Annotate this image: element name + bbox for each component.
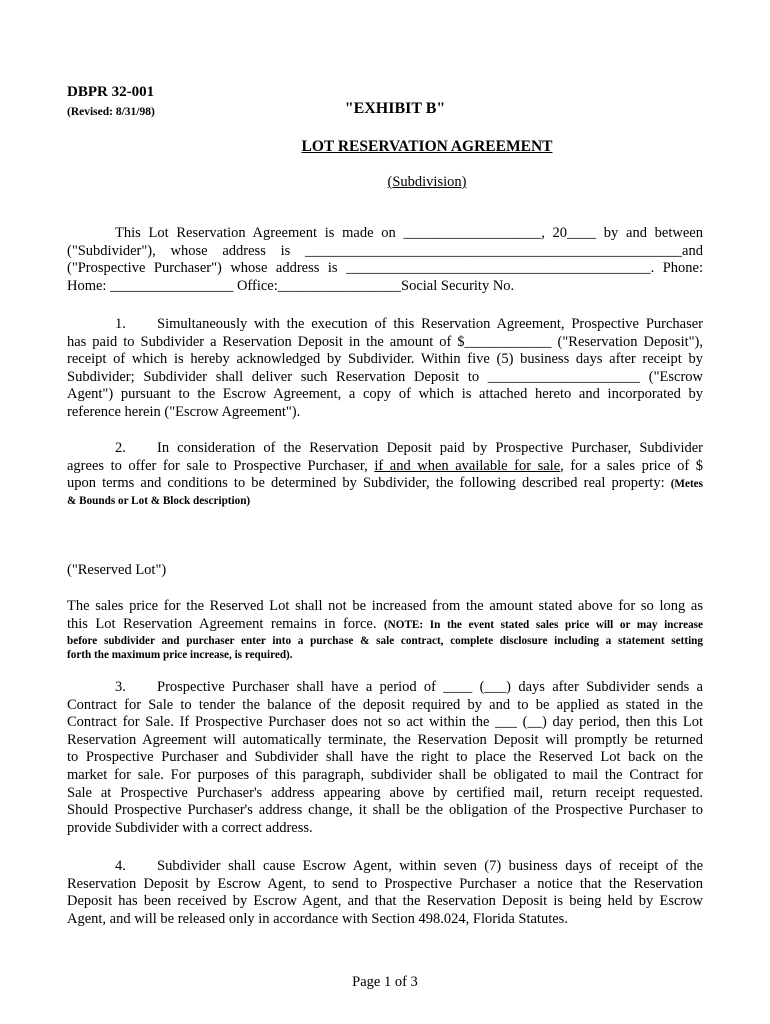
paragraph-line: Reservation Deposit by Escrow Agent, to send to Prospective Purchaser a notice that the Reservation — [67, 875, 703, 892]
paragraph-line: The sales price for the Reserved Lot shall not be increased from the amount stated above for so long as — [67, 598, 703, 614]
paragraph-line: Sale at Prospective Purchaser's address appearing above by certified mail, return receipt requested. — [67, 784, 703, 801]
paragraph-number: 1. — [115, 316, 126, 332]
paragraph-line: Reservation Agreement will automatically terminate, the Reservation Deposit will promptly be returned — [67, 731, 703, 748]
paragraph-3 — [67, 679, 703, 837]
paragraph-line: & Bounds or Lot & Block description) — [67, 494, 251, 507]
exhibit-label: "EXHIBIT B" — [344, 100, 446, 117]
paragraph-number: 3. — [115, 679, 126, 695]
paragraph-line: Deposit has been received by Escrow Agent, and that the Reservation Deposit is being held by Escrow — [67, 893, 703, 910]
paragraph-line: to Prospective Purchaser and Subdivider shall have the right to place the Reserved Lot back on the — [67, 749, 703, 766]
paragraph-line: upon terms and conditions to be determined by Subdivider, the following described real property: (Metes — [67, 475, 703, 492]
paragraph-line: forth the maximum price increase, is required). — [67, 649, 293, 662]
intro-line: ("Prospective Purchaser") whose address is __________________________________________. Phone: — [67, 260, 703, 277]
paragraph-line: Should Prospective Purchaser's address change, it shall be the obligation of the Prospective Purchaser to — [67, 802, 703, 819]
paragraph-4 — [67, 858, 703, 928]
intro-line: This Lot Reservation Agreement is made on ___________________, 20____ by and between — [115, 225, 703, 241]
document-page — [67, 0, 703, 1024]
paragraph-line: Agent") pursuant to the Escrow Agreement, a copy of which is attached hereto and incorporated by — [67, 386, 703, 403]
form-id: DBPR 32-001 — [67, 84, 155, 100]
underlined-phrase: if and when available for sale — [374, 457, 561, 474]
reserved-lot-label: ("Reserved Lot") — [67, 562, 167, 578]
paragraph-2 — [67, 440, 703, 509]
intro-line: Home: _________________ Office:_________________Social Security No. — [67, 277, 515, 294]
paragraph-line: this Lot Reservation Agreement remains in force. (NOTE: In the event stated sales price will or may increase — [67, 615, 703, 632]
paragraph-line: 3. Prospective Purchaser shall have a period of ____ (___) days after Subdivider sends a — [115, 679, 703, 695]
paragraph-line: Contract for Sale to tender the balance of the deposit required by and to be applied as stated in the — [67, 696, 703, 713]
document-title: LOT RESERVATION AGREEMENT — [301, 138, 553, 155]
paragraph-line: Agent, and will be released only in accordance with Section 498.024, Florida Statutes. — [67, 910, 568, 927]
paragraph-line: market for sale. For purposes of this paragraph, subdivider shall be obligated to mail the Contract for — [67, 766, 703, 783]
page-number: Page 1 of 3 — [352, 974, 418, 990]
paragraph-line: provide Subdivider with a correct address. — [67, 819, 313, 836]
paragraph-line: 4. Subdivider shall cause Escrow Agent, within seven (7) business days of receipt of the — [115, 858, 703, 874]
intro-paragraph — [67, 225, 703, 295]
paragraph-line: before subdivider and purchaser enter into a purchase & sale contract, complete disclosure including a statement setting — [67, 635, 703, 648]
paragraph-number: 2. — [115, 440, 126, 456]
paragraph-1 — [67, 316, 703, 422]
paragraph-line: has paid to Subdivider a Reservation Deposit in the amount of $____________ ("Reservation Deposit"), — [67, 333, 703, 350]
paragraph-line: 2. In consideration of the Reservation Deposit paid by Prospective Purchaser, Subdivider — [115, 440, 703, 456]
intro-line: ("Subdivider"), whose address is ____________________________________________________and — [67, 242, 703, 259]
revised-date: (Revised: 8/31/98) — [67, 106, 155, 118]
paragraph-line: Contract for Sale. If Prospective Purchaser does not so act within the ___ (__) day period, then this Lot — [67, 714, 703, 731]
document-subtitle: (Subdivision) — [387, 174, 467, 190]
paragraph-line: agrees to offer for sale to Prospective Purchaser, if and when available for sale, for a sales price of $ — [67, 457, 703, 474]
paragraph-line: Subdivider; Subdivider shall deliver such Reservation Deposit to _____________________ ("Escrow — [67, 368, 703, 385]
paragraph-line: 1. Simultaneously with the execution of this Reservation Agreement, Prospective Purchaser — [115, 316, 703, 332]
price-paragraph — [67, 598, 703, 662]
paragraph-line: receipt of which is hereby acknowledged by Subdivider. Within five (5) business days after receipt by — [67, 351, 703, 368]
paragraph-number: 4. — [115, 858, 126, 874]
paragraph-line: reference herein ("Escrow Agreement"). — [67, 403, 301, 420]
